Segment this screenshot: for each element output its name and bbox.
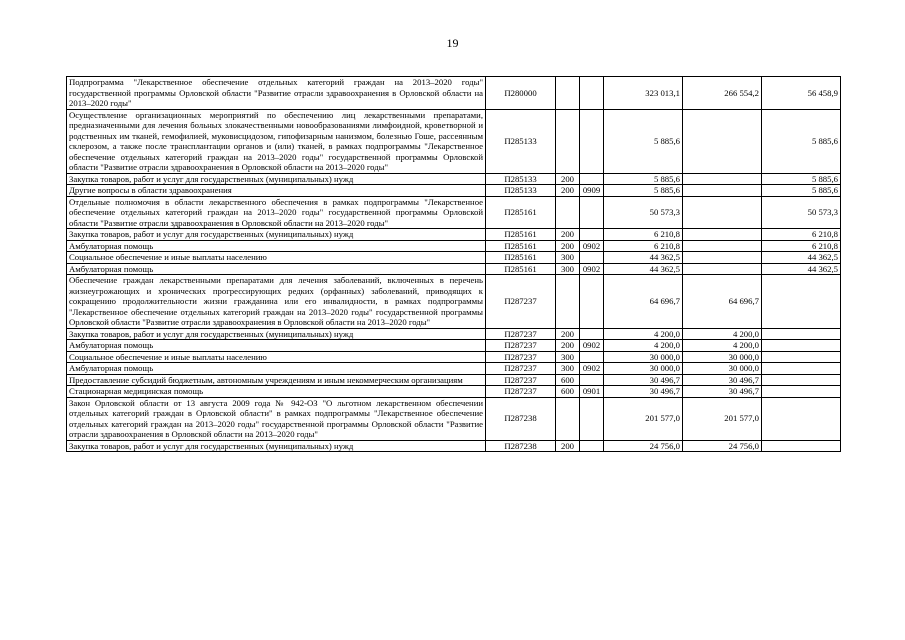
cell-section-code (580, 173, 604, 185)
cell-amount-regional (683, 263, 762, 275)
cell-name: Амбулаторная помощь (67, 363, 486, 375)
cell-amount-regional: 30 496,7 (683, 386, 762, 398)
cell-name: Осуществление организационных мероприятий по обеспечению лиц лекарственными препаратами, предназначенными для лечения больных злокачественными новообразованиями лимфоидной, кроветворной и родственных им тканей, гемофилией, муковисцидозом, гипофизарным нанизмом, болезнью Гоше, рассеянным склерозом, а также после трансплантации органов и (или) тканей, в рамках подпрограммы "Лекарственное обеспечение отдельных категорий граждан на 2013–2020 годы" государственной программы Орловской области "Развитие отрасли здравоохранения в Орловской области на 2013–2020 годы" (67, 109, 486, 173)
cell-amount-total: 4 200,0 (604, 328, 683, 340)
cell-expense-type: 200 (556, 240, 580, 252)
table-row (67, 275, 841, 329)
table-row (67, 229, 841, 241)
cell-name: Закон Орловской области от 13 августа 2009 года № 942-ОЗ "О льготном лекарственном обеспечении отдельных категорий граждан в Орловской области" в рамках подпрограммы "Лекарственное обеспечение отдельных категорий граждан на 2013–2020 годы" государственной программы Орловской области "Развитие отрасли здравоохранения в Орловской области на 2013–2020 годы" (67, 397, 486, 440)
cell-amount-total: 64 696,7 (604, 275, 683, 329)
cell-amount-regional (683, 173, 762, 185)
cell-amount-federal: 56 458,9 (762, 77, 841, 110)
cell-amount-regional: 201 577,0 (683, 397, 762, 440)
cell-target-code: П285161 (486, 196, 556, 229)
cell-amount-total: 5 885,6 (604, 185, 683, 197)
cell-expense-type (556, 196, 580, 229)
cell-section-code (580, 440, 604, 452)
cell-target-code: П280000 (486, 77, 556, 110)
table-row (67, 109, 841, 173)
cell-section-code (580, 229, 604, 241)
table-row (67, 363, 841, 375)
cell-amount-federal: 6 210,8 (762, 229, 841, 241)
cell-name: Закупка товаров, работ и услуг для государственных (муниципальных) нужд (67, 440, 486, 452)
cell-amount-federal (762, 275, 841, 329)
cell-name: Амбулаторная помощь (67, 240, 486, 252)
cell-section-code (580, 252, 604, 264)
cell-amount-regional: 4 200,0 (683, 340, 762, 352)
budget-table-body (67, 77, 841, 452)
cell-section-code: 0909 (580, 185, 604, 197)
cell-section-code (580, 328, 604, 340)
table-row (67, 340, 841, 352)
cell-name: Предоставление субсидий бюджетным, автономным учреждениям и иным некоммерческим организациям (67, 374, 486, 386)
cell-section-code (580, 397, 604, 440)
cell-amount-total: 6 210,8 (604, 229, 683, 241)
cell-amount-total: 24 756,0 (604, 440, 683, 452)
table-row (67, 328, 841, 340)
table-row (67, 263, 841, 275)
cell-expense-type: 200 (556, 328, 580, 340)
cell-expense-type (556, 275, 580, 329)
cell-target-code: П287238 (486, 440, 556, 452)
cell-amount-total: 5 885,6 (604, 109, 683, 173)
cell-expense-type: 600 (556, 374, 580, 386)
table-row (67, 374, 841, 386)
cell-amount-federal (762, 340, 841, 352)
cell-amount-regional (683, 240, 762, 252)
cell-amount-regional: 266 554,2 (683, 77, 762, 110)
cell-amount-total: 323 013,1 (604, 77, 683, 110)
cell-amount-federal (762, 374, 841, 386)
cell-amount-total: 50 573,3 (604, 196, 683, 229)
cell-expense-type: 200 (556, 185, 580, 197)
cell-target-code: П287237 (486, 328, 556, 340)
cell-amount-federal: 44 362,5 (762, 263, 841, 275)
page-number: 19 (446, 36, 459, 50)
cell-target-code: П287237 (486, 363, 556, 375)
cell-expense-type: 200 (556, 173, 580, 185)
cell-amount-regional: 30 000,0 (683, 351, 762, 363)
cell-expense-type (556, 109, 580, 173)
cell-amount-federal (762, 328, 841, 340)
table-row (67, 440, 841, 452)
cell-expense-type: 200 (556, 229, 580, 241)
cell-name: Амбулаторная помощь (67, 263, 486, 275)
cell-amount-total: 30 000,0 (604, 363, 683, 375)
cell-amount-total: 5 885,6 (604, 173, 683, 185)
cell-target-code: П287238 (486, 397, 556, 440)
table-row (67, 196, 841, 229)
cell-name: Закупка товаров, работ и услуг для государственных (муниципальных) нужд (67, 229, 486, 241)
table-row (67, 77, 841, 110)
cell-section-code: 0902 (580, 263, 604, 275)
cell-amount-federal: 5 885,6 (762, 185, 841, 197)
table-row (67, 185, 841, 197)
cell-amount-regional (683, 229, 762, 241)
table-row (67, 173, 841, 185)
cell-target-code: П285133 (486, 173, 556, 185)
cell-target-code: П287237 (486, 374, 556, 386)
cell-target-code: П287237 (486, 275, 556, 329)
cell-amount-total: 4 200,0 (604, 340, 683, 352)
cell-amount-total: 30 000,0 (604, 351, 683, 363)
cell-name: Обеспечение граждан лекарственными препаратами для лечения заболеваний, включенных в перечень жизнеугрожающих и хронических прогрессирующих редких (орфанных) заболеваний, приводящих к сокращению продолжительности жизни гражданина или его инвалидности, в рамках подпрограммы "Лекарственное обеспечение отдельных категорий граждан на 2013–2020 годы" государственной программы Орловской области "Развитие отрасли здравоохранения в Орловской области на 2013–2020 годы" (67, 275, 486, 329)
cell-amount-regional: 4 200,0 (683, 328, 762, 340)
cell-expense-type (556, 77, 580, 110)
cell-section-code (580, 196, 604, 229)
cell-section-code (580, 77, 604, 110)
budget-table (66, 76, 841, 452)
cell-section-code (580, 275, 604, 329)
cell-amount-federal: 5 885,6 (762, 173, 841, 185)
table-row (67, 240, 841, 252)
cell-amount-total: 30 496,7 (604, 374, 683, 386)
cell-name: Стационарная медицинская помощь (67, 386, 486, 398)
cell-target-code: П287237 (486, 386, 556, 398)
cell-section-code: 0902 (580, 340, 604, 352)
cell-name: Другие вопросы в области здравоохранения (67, 185, 486, 197)
cell-expense-type: 200 (556, 440, 580, 452)
cell-amount-total: 30 496,7 (604, 386, 683, 398)
cell-target-code: П287237 (486, 351, 556, 363)
cell-expense-type: 300 (556, 252, 580, 264)
cell-amount-total: 6 210,8 (604, 240, 683, 252)
table-row (67, 351, 841, 363)
cell-expense-type: 300 (556, 263, 580, 275)
table-row (67, 397, 841, 440)
cell-target-code: П285161 (486, 229, 556, 241)
cell-name: Отдельные полномочия в области лекарственного обеспечения в рамках подпрограммы "Лекарственное обеспечение отдельных категорий граждан на 2013–2020 годы" государственной программы Орловской области "Развитие отрасли здравоохранения в Орловской области на 2013–2020 годы" (67, 196, 486, 229)
cell-amount-federal: 50 573,3 (762, 196, 841, 229)
cell-section-code: 0901 (580, 386, 604, 398)
cell-amount-regional: 30 496,7 (683, 374, 762, 386)
cell-target-code: П287237 (486, 340, 556, 352)
cell-amount-federal (762, 440, 841, 452)
cell-name: Закупка товаров, работ и услуг для государственных (муниципальных) нужд (67, 328, 486, 340)
cell-amount-federal (762, 397, 841, 440)
table-row (67, 386, 841, 398)
cell-amount-federal: 6 210,8 (762, 240, 841, 252)
cell-amount-regional: 64 696,7 (683, 275, 762, 329)
cell-amount-federal (762, 351, 841, 363)
cell-target-code: П285161 (486, 252, 556, 264)
cell-name: Подпрограмма "Лекарственное обеспечение отдельных категорий граждан на 2013–2020 годы" государственной программы Орловской области "Развитие отрасли здравоохранения в Орловской области на 2013–2020 годы" (67, 77, 486, 110)
cell-name: Социальное обеспечение и иные выплаты населению (67, 252, 486, 264)
cell-expense-type: 600 (556, 386, 580, 398)
cell-amount-regional (683, 252, 762, 264)
cell-amount-federal (762, 386, 841, 398)
cell-name: Социальное обеспечение и иные выплаты населению (67, 351, 486, 363)
cell-amount-regional (683, 196, 762, 229)
cell-amount-regional (683, 109, 762, 173)
cell-expense-type: 300 (556, 363, 580, 375)
cell-target-code: П285161 (486, 240, 556, 252)
table-row (67, 252, 841, 264)
cell-section-code: 0902 (580, 240, 604, 252)
cell-section-code (580, 374, 604, 386)
cell-amount-federal: 5 885,6 (762, 109, 841, 173)
cell-amount-total: 44 362,5 (604, 263, 683, 275)
cell-amount-regional (683, 185, 762, 197)
cell-section-code (580, 351, 604, 363)
cell-expense-type: 200 (556, 340, 580, 352)
cell-amount-regional: 24 756,0 (683, 440, 762, 452)
cell-section-code: 0902 (580, 363, 604, 375)
cell-amount-regional: 30 000,0 (683, 363, 762, 375)
cell-expense-type (556, 397, 580, 440)
cell-target-code: П285161 (486, 263, 556, 275)
cell-amount-total: 44 362,5 (604, 252, 683, 264)
cell-name: Закупка товаров, работ и услуг для государственных (муниципальных) нужд (67, 173, 486, 185)
cell-amount-total: 201 577,0 (604, 397, 683, 440)
cell-expense-type: 300 (556, 351, 580, 363)
cell-target-code: П285133 (486, 185, 556, 197)
cell-name: Амбулаторная помощь (67, 340, 486, 352)
cell-amount-federal: 44 362,5 (762, 252, 841, 264)
cell-section-code (580, 109, 604, 173)
cell-amount-federal (762, 363, 841, 375)
cell-target-code: П285133 (486, 109, 556, 173)
